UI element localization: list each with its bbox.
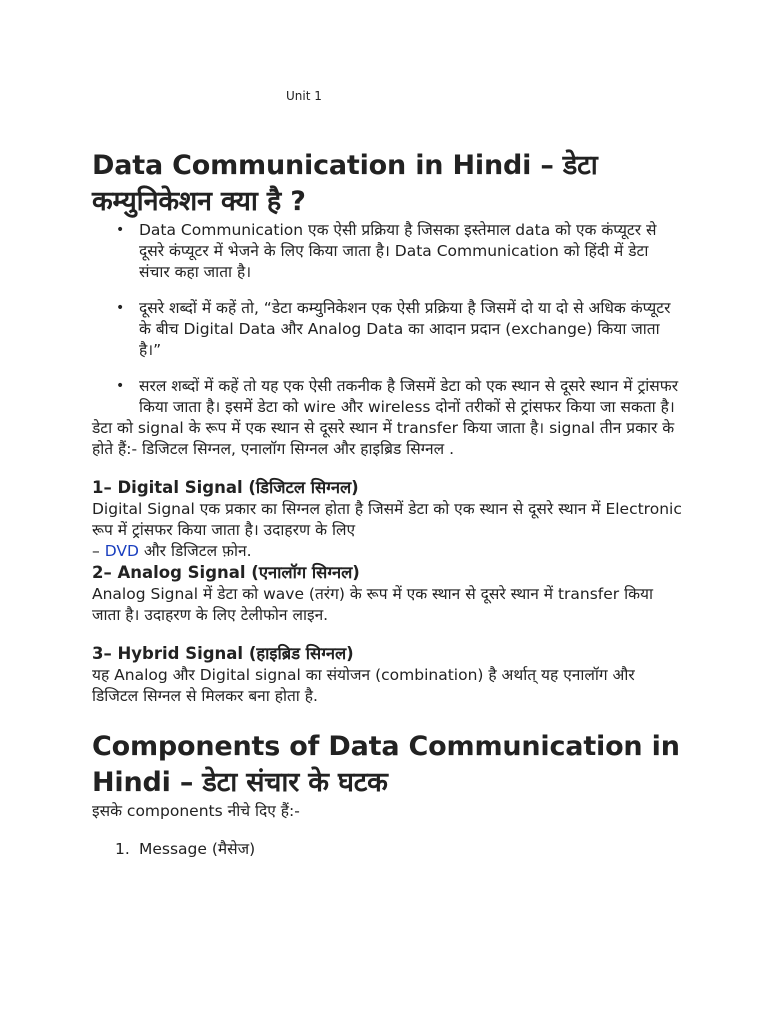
section2-title-line1: Components of Data Communication in <box>92 731 680 762</box>
hybrid-signal-paragraph: यह Analog और Digital signal का संयोजन (combination) है अर्थात् यह एनालॉग और डिजिटल सिग्नल से मिलकर बना होता है. <box>92 666 635 705</box>
analog-signal-heading: 2– Analog Signal (एनालॉग सिग्नल) <box>92 563 360 582</box>
digital-example-suffix: और डिजिटल फ़ोन. <box>138 542 252 560</box>
section1-title-line1: Data Communication in Hindi – डेटा <box>92 150 598 181</box>
section2-title <box>92 729 682 801</box>
signal-intro-paragraph: डेटा को signal के रूप में एक स्थान से दूसरे स्थान में transfer किया जाता है। signal तीन प्रकार के होते हैं:- डिजिटल सिग्नल, एनालॉग सिग्नल और हाइब्रिड सिग्नल . <box>92 419 675 458</box>
digital-signal-heading: 1– Digital Signal (डिजिटल सिग्नल) <box>92 478 359 497</box>
section1-title <box>92 148 682 220</box>
list-item: • सरल शब्दों में कहें तो यह एक ऐसी तकनीक है जिसमें डेटा को एक स्थान से दूसरे स्थान में ट्रांसफर किया जाता है। इसमें डेटा को wire और wireless दोनों तरीकों से ट्रांसफर किया जा सकता है। <box>139 376 682 418</box>
list-item: • दूसरे शब्दों में कहें तो, “डेटा कम्युनिकेशन एक ऐसी प्रक्रिया है जिसमें दो या दो से अधिक कंप्यूटर के बीच Digital Data और Analog Data का आदान प्रदान (exchange) किया जाता है।” <box>139 298 682 361</box>
components-list <box>92 839 682 860</box>
list-item <box>115 839 682 860</box>
analog-signal-paragraph: Analog Signal में डेटा को wave (तरंग) के रूप में एक स्थान से दूसरे स्थान में transfer किया जाता है। उदाहरण के लिए टेलीफोन लाइन. <box>92 585 654 624</box>
list-item-label: Message (मैसेज) <box>139 840 256 858</box>
section2-title-line2: Hindi – डेटा संचार के घटक <box>92 767 388 798</box>
dvd-link[interactable]: DVD <box>104 542 139 560</box>
hybrid-signal-heading: 3– Hybrid Signal (हाइब्रिड सिग्नल) <box>92 644 354 663</box>
section1-title-line2: कम्युनिकेशन क्या है ? <box>92 186 306 217</box>
digital-example-prefix: – <box>92 542 105 560</box>
unit-label: Unit 1 <box>286 89 322 103</box>
digital-signal-text: Digital Signal एक प्रकार का सिग्नल होता है जिसमें डेटा को एक स्थान से दूसरे स्थान में Electronic रूप में ट्रांसफर किया जाता है। उदाहरण के लिए <box>92 500 682 539</box>
digital-signal-paragraph <box>92 499 682 562</box>
document-content <box>92 148 682 860</box>
components-intro: इसके components नीचे दिए हैं:- <box>92 802 300 820</box>
list-number: 1. <box>115 840 130 858</box>
definition-list <box>92 220 682 418</box>
list-item: • Data Communication एक ऐसी प्रक्रिया है जिसका इस्तेमाल data को एक कंप्यूटर से दूसरे कंप्यूटर में भेजने के लिए किया जाता है। Data Communication को हिंदी में डेटा संचार कहा जाता है। <box>139 220 682 283</box>
